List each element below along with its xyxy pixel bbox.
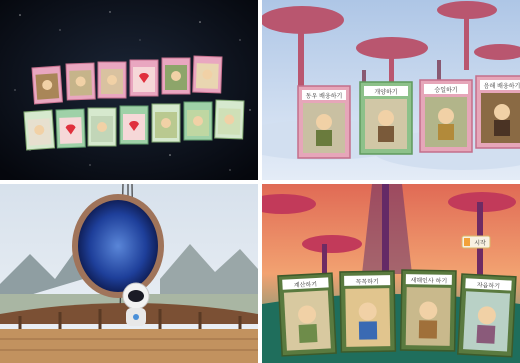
card-label: 새해인사 하기	[410, 277, 448, 285]
card-label: 승일하기	[434, 87, 458, 94]
card-label: 자음하기	[476, 281, 501, 291]
ship-portal-scene	[0, 184, 258, 363]
sunset-card-scene	[262, 184, 520, 363]
card-label: 꼭꼭하기	[355, 278, 379, 286]
space-card-scene	[0, 0, 258, 180]
card-label: 계산하기	[293, 280, 318, 290]
card-label: 개양하기	[374, 89, 398, 96]
forest-card-scene	[262, 0, 520, 180]
start-badge: 시작	[474, 240, 486, 247]
card-label: 동우 배웅하기	[305, 93, 343, 100]
robot-astronaut	[123, 283, 149, 326]
card-label: 음해 배웅하기	[483, 83, 520, 90]
